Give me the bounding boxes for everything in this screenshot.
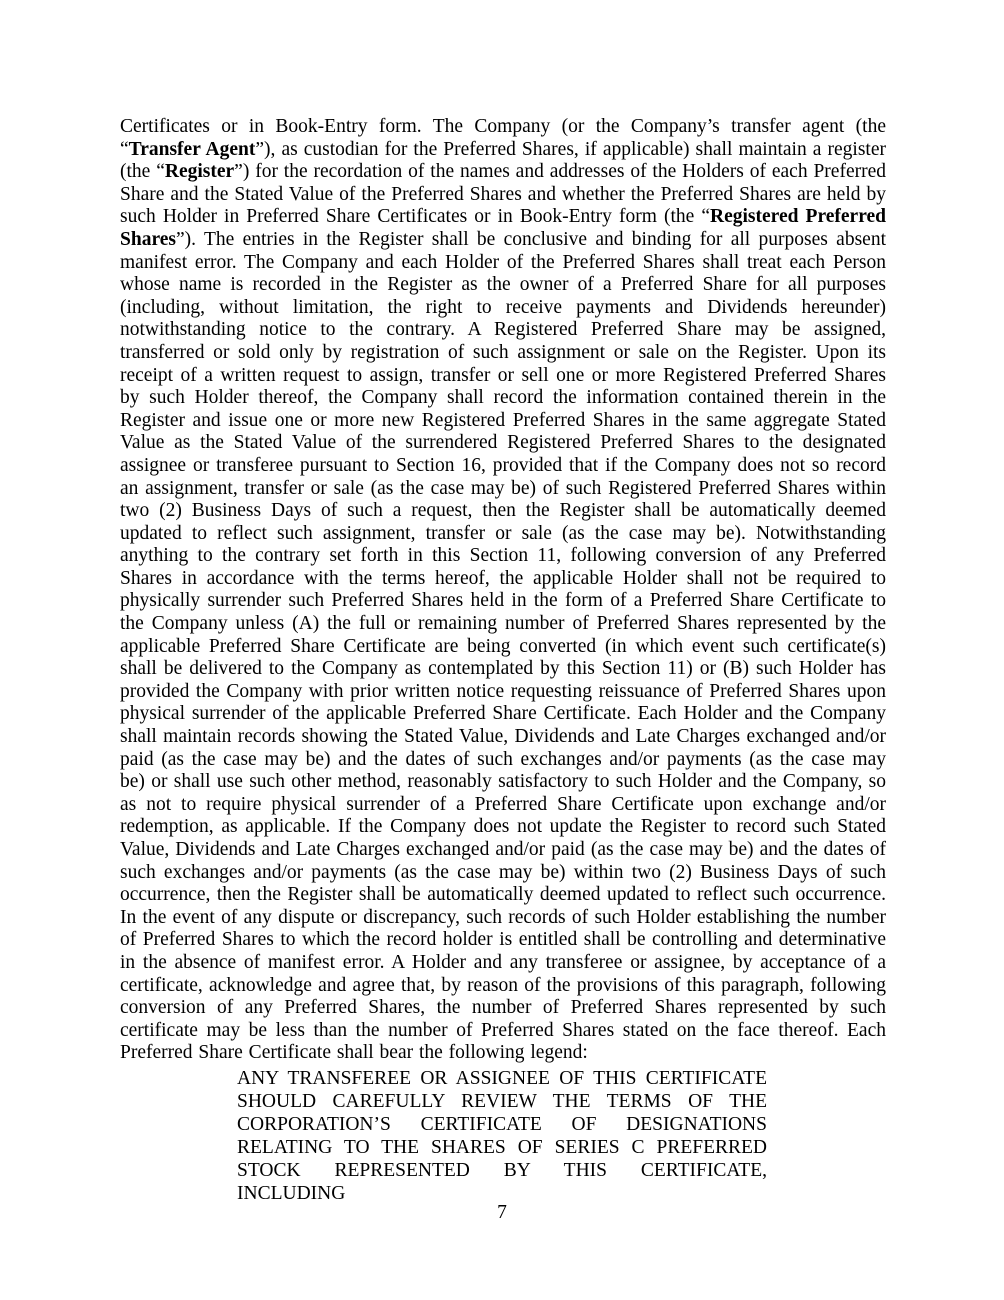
paragraph-segment: ”) for the recordation of the names and addresses of the Holders of each Preferred Share and the Stated Value of the Preferred Shares and whether the Preferred Shares are held by such Holder in Preferred Share Certificates or in Book-Entry form (the “ (120, 161, 886, 228)
paragraph-segment: ”). The entries in the Register shall be conclusive and binding for all purposes absent manifest error. The Company and each Holder of the Preferred Shares shall treat each Person whose name is recorded in the Register as the owner of a Preferred Share for all purposes (including, without limitation, the right to receive payments and Dividends hereunder) notwithstanding notice to the contrary. A Registered Preferred Share may be assigned, transferred or sold only by registration of such assignment or sale on the Register. Upon its receipt of a written request to assign, transfer or sell one or more Registered Preferred Shares by such Holder thereof, the Company shall record the information contained therein in the Register and issue one or more new Registered Preferred Shares in the same aggregate Stated Value as the Stated Value of the surrendered Registered Preferred Shares to the designated assignee or transferee pursuant to Section 16, provided that if the Company does not so record an assignment, transfer or sale (as the case may be) of such Registered Preferred Shares within two (2) Business Days of such a request, then the Register shall be automatically deemed updated to reflect such assignment, transfer or sale (as the case may be). Notwithstanding anything to the contrary set forth in this Section 11, following conversion of any Preferred Shares in accordance with the terms hereof, the applicable Holder shall not be required to physically surrender such Preferred Shares held in the form of a Preferred Share Certificate to the Company unless (A) the full or remaining number of Preferred Shares represented by the applicable Preferred Share Certificate are being converted (in which event such certificate(s) shall be delivered to the Company as contemplated by this Section 11) or (B) such Holder has provided the Company with prior written notice requesting reissuance of Preferred Shares upon physical surrender of the applicable Preferred Share Certificate. Each Holder and the Company shall maintain records showing the Stated Value, Dividends and Late Charges exchanged and/or paid (as the case may be) and the dates of such exchanges and/or payments (as the case may be) or shall use such other method, reasonably satisfactory to such Holder and the Company, so as not to require physical surrender of a Preferred Share Certificate upon exchange and/or redemption, as applicable. If the Company does not update the Register to record such Stated Value, Dividends and Late Charges exchanged and/or paid (as the case may be) and the dates of such exchanges and/or payments (as the case may be) within two (2) Business Days of such occurrence, then the Register shall be automatically deemed updated to reflect such occurrence. In the event of any dispute or discrepancy, such records of such Holder establishing the number of Preferred Shares to which the record holder is entitled shall be controlling and determinative in the absence of manifest error. A Holder and any transferee or assignee, by acceptance of a certificate, acknowledge and agree that, by reason of the provisions of this paragraph, following conversion of any Preferred Shares, the number of Preferred Shares represented by such certificate may be less than the number of Preferred Shares stated on the face thereof. Each Preferred Share Certificate shall bear the following legend: (120, 228, 886, 1064)
defined-term-registered-preferred-shares: Registered Preferred Shares (120, 206, 887, 250)
certificate-legend: ANY TRANSFEREE OR ASSIGNEE OF THIS CERTIFICATE SHOULD CAREFULLY REVIEW THE TERMS OF THE CORPORATION’S CERTIFICATE OF DESIGNATIONS RELATING TO THE SHARES OF SERIES C PREFERRED STOCK REPRESENTED BY THIS CERTIFICATE, INCLUDING (237, 1068, 767, 1204)
paragraph-segment: ”), as custodian for the Preferred Shares, if applicable) shall maintain a register (the “ (120, 138, 886, 183)
defined-term-transfer-agent: Transfer Agent (128, 138, 256, 160)
body-paragraph (120, 116, 886, 1065)
defined-term-register: Register (164, 161, 235, 183)
paragraph-segment: Certificates or in Book-Entry form. The Company (or the Company’s transfer agent (the “ (120, 116, 886, 160)
page-number: 7 (497, 1202, 507, 1223)
